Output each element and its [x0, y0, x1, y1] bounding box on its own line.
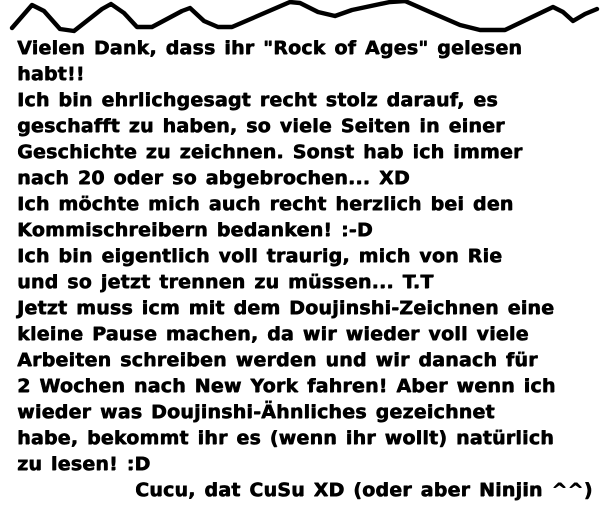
- note-line: Ich möchte mich auch recht herzlich bei den: [17, 193, 514, 215]
- note-line: Ich bin eigentlich voll traurig, mich von Rie: [17, 245, 503, 267]
- note-line: zu lesen! :D: [17, 453, 151, 475]
- note-line: geschafft zu haben, so viele Seiten in einer: [17, 115, 505, 137]
- wavy-border-drawing: [0, 0, 600, 34]
- afterword-text: [0, 35, 600, 503]
- note-line: Geschichte zu zeichnen. Sonst hab ich immer: [17, 141, 523, 163]
- note-line: habt!!: [17, 63, 85, 85]
- note-line: Arbeiten schreiben werden und wir danach für: [17, 349, 538, 371]
- note-line: und so jetzt trennen zu müssen... T.T: [17, 271, 434, 293]
- note-line: Kommischreibern bedanken! :-D: [17, 219, 373, 241]
- note-line: nach 20 oder so abgebrochen... XD: [17, 167, 410, 189]
- note-line: Ich bin ehrlichgesagt recht stolz darauf, es: [17, 89, 498, 111]
- note-line: Jetzt muss icm mit dem Doujinshi-Zeichnen eine: [17, 297, 555, 319]
- note-line: 2 Wochen nach New York fahren! Aber wenn ich: [17, 375, 556, 397]
- signature-line: Cucu, dat CuSu XD (oder aber Ninjin ^^): [135, 479, 593, 501]
- note-line: habe, bekommt ihr es (wenn ihr wollt) natürlich: [17, 427, 554, 449]
- note-line: wieder was Doujinshi-Ähnliches gezeichnet: [17, 401, 495, 423]
- note-line: Vielen Dank, dass ihr "Rock of Ages" gelesen: [17, 37, 523, 59]
- note-line: kleine Pause machen, da wir wieder voll viele: [17, 323, 529, 345]
